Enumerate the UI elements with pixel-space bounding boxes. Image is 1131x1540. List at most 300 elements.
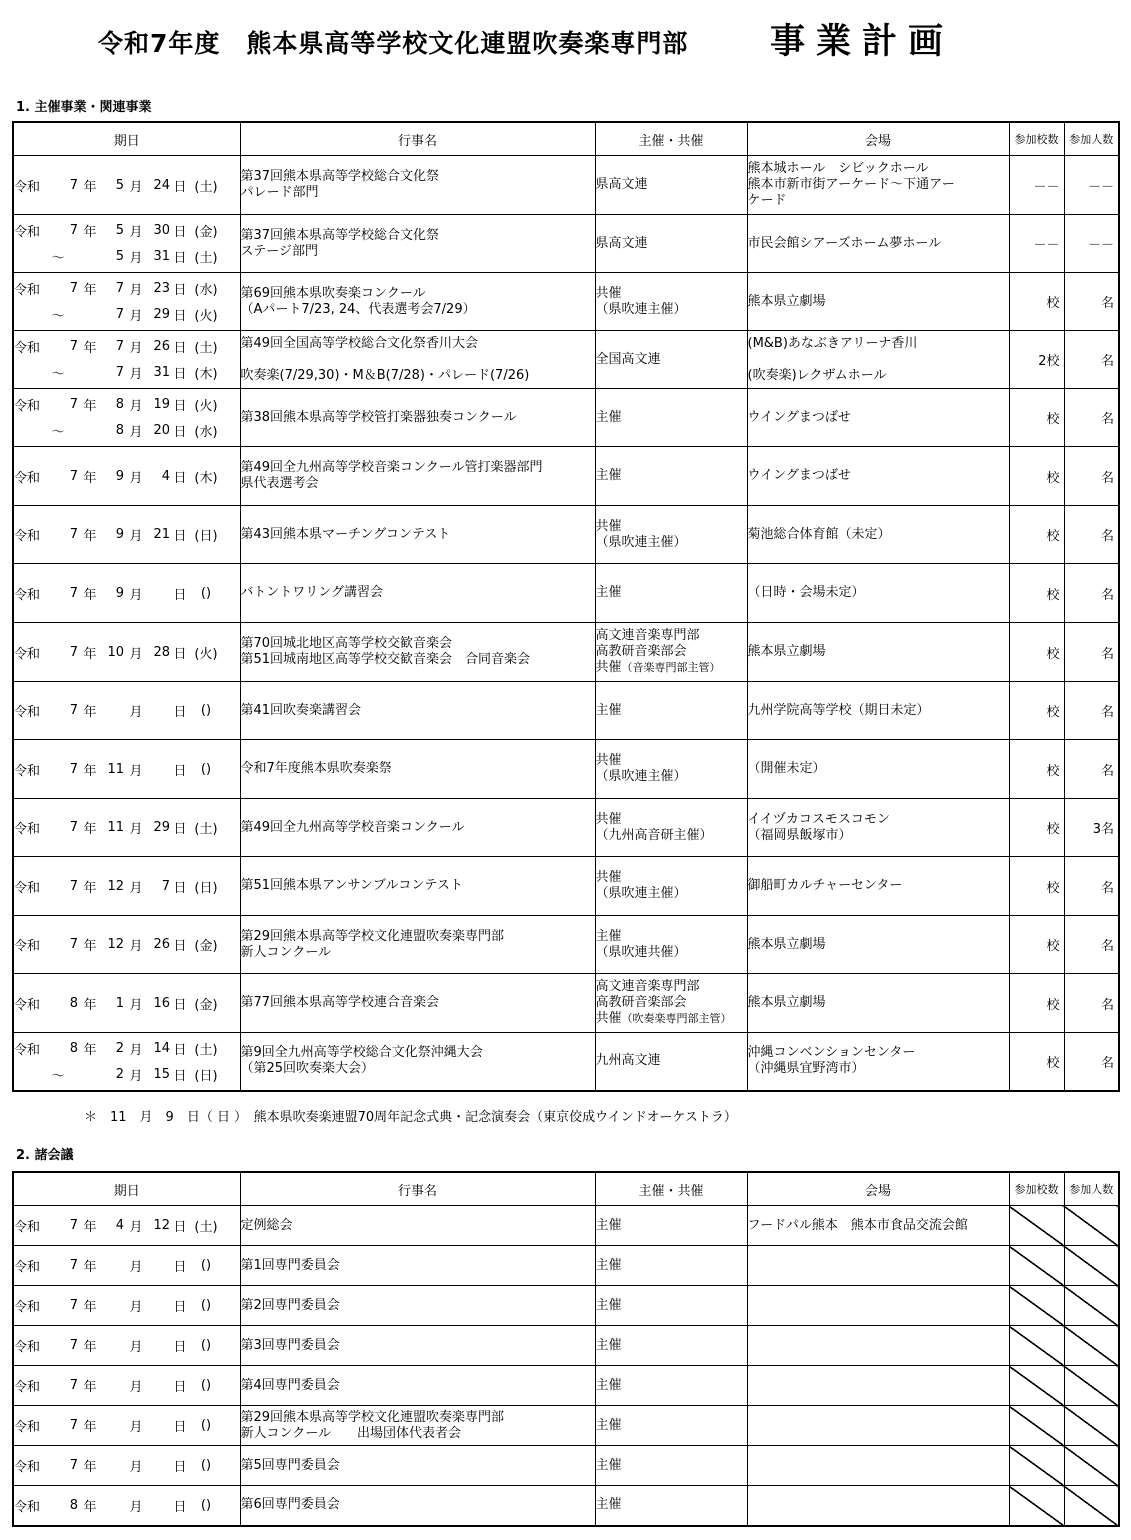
paren-close: ): [212, 880, 218, 896]
date-day-label: 日: [173, 880, 187, 896]
paren-open: (: [194, 1042, 200, 1058]
date-weekday: [190, 1458, 222, 1473]
paren-close: ): [212, 529, 218, 544]
paren-close: ): [206, 1258, 212, 1273]
table-row: [13, 974, 1119, 1033]
paren-open: (: [194, 529, 200, 544]
venue: [747, 1326, 1009, 1366]
event-name: 令和7年度熊本県吹奏楽祭: [240, 740, 595, 799]
date-cell: [13, 1326, 240, 1366]
paren-close: ): [212, 1068, 218, 1084]
date-cell: [13, 799, 240, 857]
event-name: 第49回全九州高等学校音楽コンクール管打楽器部門 県代表選考会: [240, 447, 595, 506]
weekday: 日: [199, 1068, 213, 1084]
venue: ウイングまつばせ: [747, 389, 1009, 447]
paren-close: ): [206, 1418, 212, 1433]
date-weekday: [190, 1216, 222, 1235]
people-count: 名: [1064, 740, 1119, 799]
date-line: [14, 522, 240, 548]
date-weekday: [190, 1065, 222, 1084]
date-era: 令和: [14, 1260, 41, 1275]
date-line: [14, 1333, 240, 1359]
school-count: 校: [1009, 682, 1064, 740]
host-cell: 主催: [595, 1326, 747, 1366]
date-cell: [13, 916, 240, 974]
table-row: [13, 1033, 1119, 1091]
date-year: 7: [69, 1378, 78, 1393]
table-row: [13, 1246, 1119, 1286]
date-month: 9: [115, 527, 124, 542]
venue: ウイングまつばせ: [747, 447, 1009, 506]
date-year: 7: [69, 1458, 78, 1473]
venue: 御船町カルチャーセンター: [747, 857, 1009, 916]
date-era: 令和: [14, 283, 41, 298]
host-text: 高文連音楽専門部 高教研音楽部会 共催: [595, 628, 700, 675]
weekday: 土: [199, 251, 213, 266]
table-row: [13, 1206, 1119, 1246]
date-line: [14, 1061, 240, 1087]
paren-close: ): [206, 761, 212, 777]
date-day-end: 20: [153, 423, 170, 438]
event-name: 第49回全九州高等学校音楽コンクール: [240, 799, 595, 857]
host-cell: 主催: [595, 1206, 747, 1246]
table-row: [13, 1486, 1119, 1526]
paren-close: ): [212, 1220, 218, 1235]
date-range-tilde: ～: [51, 425, 65, 440]
paren-close: ): [212, 646, 218, 662]
date-month-label: 月: [129, 341, 143, 356]
venue: 沖縄コンベンションセンター （沖縄県宜野湾市）: [747, 1033, 1009, 1091]
date-line: [14, 1453, 240, 1479]
weekday: 土: [199, 341, 213, 356]
date-month: 4: [115, 1218, 124, 1233]
venue: 熊本県立劇場: [747, 623, 1009, 682]
event-name: 第6回専門委員会: [240, 1486, 595, 1526]
date-year-label: 年: [83, 341, 97, 356]
date-weekday: [190, 305, 222, 324]
event-name: 第1回専門委員会: [240, 1246, 595, 1286]
table-row: [13, 1406, 1119, 1446]
school-count: 校: [1009, 1033, 1064, 1091]
school-count-na: [1009, 1406, 1064, 1446]
paren-open: (: [194, 997, 200, 1013]
date-month: 9: [115, 585, 124, 601]
paren-close: ): [206, 585, 212, 601]
date-year-label: 年: [83, 470, 97, 486]
date-month: 5: [115, 177, 124, 193]
school-count-na: [1009, 1446, 1064, 1486]
date-year-label: 年: [83, 1042, 97, 1058]
school-count: 校: [1009, 974, 1064, 1033]
paren-open: (: [194, 251, 200, 266]
date-day: 7: [161, 878, 170, 894]
date-weekday: [190, 1039, 222, 1058]
date-day-label: 日: [173, 1499, 187, 1515]
host-text: 共催 （県吹連主催）: [595, 285, 687, 317]
paren-close: ): [212, 367, 218, 382]
footnote: ＊ 11 月 9 日（ 日 ） 熊本県吹奏楽連盟70周年記念式典・記念演奏会（東京佼成ウインドオーケストラ）: [84, 1110, 737, 1125]
date-year: 7: [69, 1218, 78, 1233]
date-line: [14, 1035, 240, 1061]
table-row: [13, 215, 1119, 273]
date-day-label: 日: [173, 1460, 187, 1475]
date-year-label: 年: [83, 705, 97, 720]
date-era: 令和: [14, 179, 41, 195]
table-row: [13, 740, 1119, 799]
people-count: 名: [1064, 273, 1119, 331]
event-name: 第51回熊本県アンサンブルコンテスト: [240, 857, 595, 916]
date-month-label: 月: [129, 1300, 143, 1315]
date-year: 7: [69, 878, 78, 894]
event-name: 第77回熊本県高等学校連合音楽会: [240, 974, 595, 1033]
paren-open: (: [194, 425, 200, 440]
host-text: 主催: [595, 468, 622, 483]
date-day: 12: [153, 1218, 170, 1233]
table-row: [13, 1286, 1119, 1326]
school-count: 校: [1009, 389, 1064, 447]
people-count-na: [1064, 1326, 1119, 1366]
date-era: 令和: [14, 1042, 41, 1058]
people-count: 名: [1064, 682, 1119, 740]
people-count-na: [1064, 1406, 1119, 1446]
host-text: 九州高文連: [595, 1053, 661, 1069]
meetings-table: [12, 1171, 1120, 1527]
venue: 菊池総合体育館（未定）: [747, 506, 1009, 564]
paren-close: ): [212, 939, 218, 954]
people-count-na: [1064, 1206, 1119, 1246]
event-name: 第37回熊本県高等学校総合文化祭 ステージ部門: [240, 215, 595, 273]
school-count-na: [1009, 1286, 1064, 1326]
date-month: 5: [115, 223, 124, 238]
date-era: 令和: [14, 822, 41, 837]
date-month-label: 月: [129, 587, 143, 603]
date-cell: [13, 1246, 240, 1286]
date-year-label: 年: [83, 1460, 97, 1475]
date-weekday: [190, 1338, 222, 1353]
table-row: [13, 799, 1119, 857]
date-day-label: 日: [173, 1380, 187, 1395]
date-month-label: 月: [129, 425, 143, 440]
date-line: [14, 698, 240, 724]
date-year-label: 年: [83, 587, 97, 603]
date-day-end: 29: [153, 307, 170, 322]
date-year: 7: [69, 1418, 78, 1433]
date-month: 11: [107, 820, 124, 835]
people-count: 名: [1064, 857, 1119, 916]
venue: イイヅカコスモスコモン （福岡県飯塚市）: [747, 799, 1009, 857]
weekday: 日: [199, 529, 213, 544]
col-header-host: 主催・共催: [595, 122, 747, 156]
host-cell: [595, 740, 747, 799]
date-year: 7: [69, 339, 78, 354]
date-day-label: 日: [173, 1042, 187, 1058]
date-cell: [13, 273, 240, 331]
people-count: 名: [1064, 623, 1119, 682]
host-text: 主催: [595, 409, 622, 425]
page-title-plan: 事業計画: [770, 22, 955, 62]
paren-open: (: [194, 399, 200, 414]
paren-open: (: [200, 1458, 206, 1473]
weekday: 金: [199, 997, 213, 1013]
people-count-na: [1064, 1286, 1119, 1326]
venue: [747, 1446, 1009, 1486]
weekday: 日: [199, 880, 213, 896]
date-year: 7: [69, 1258, 78, 1273]
date-range-tilde: ～: [51, 309, 65, 324]
weekday: 水: [199, 283, 213, 298]
date-year: 8: [69, 995, 78, 1011]
date-era: 令和: [14, 1499, 41, 1515]
paren-open: (: [194, 1068, 200, 1084]
date-weekday: [190, 1418, 222, 1433]
paren-open: (: [200, 1497, 206, 1513]
date-month-end: 2: [115, 1066, 124, 1082]
paren-open: (: [194, 939, 200, 954]
date-day-label: 日: [173, 997, 187, 1013]
table-header-row: [13, 122, 1119, 156]
event-name: 第4回専門委員会: [240, 1366, 595, 1406]
col-header-venue: 会場: [747, 1172, 1009, 1206]
date-line: [14, 218, 240, 244]
date-year-label: 年: [83, 179, 97, 195]
date-range-tilde: ～: [51, 1068, 65, 1084]
date-weekday: [190, 395, 222, 414]
date-day-label: 日: [173, 1420, 187, 1435]
table-row: [13, 273, 1119, 331]
date-day: 30: [153, 223, 170, 238]
table-row: [13, 682, 1119, 740]
col-header-schools: 参加校数: [1009, 1172, 1064, 1206]
date-weekday: [190, 221, 222, 240]
paren-close: ): [206, 1338, 212, 1353]
table-row: [13, 389, 1119, 447]
col-header-people: 参加人数: [1064, 122, 1119, 156]
people-count: 3名: [1064, 799, 1119, 857]
paren-close: ): [212, 399, 218, 414]
date-line: [14, 756, 240, 782]
date-day-label: 日: [173, 587, 187, 603]
date-day: 16: [153, 995, 170, 1011]
weekday: 火: [199, 309, 213, 324]
date-month-label: 月: [129, 646, 143, 662]
date-month-label: 月: [129, 1260, 143, 1275]
venue: [747, 1246, 1009, 1286]
weekday: 水: [199, 425, 213, 440]
date-month: 10: [107, 644, 124, 660]
date-weekday: [190, 1498, 222, 1513]
date-day-label: 日: [173, 470, 187, 486]
date-month-label: 月: [129, 179, 143, 195]
col-header-venue: 会場: [747, 122, 1009, 156]
date-line: [14, 873, 240, 899]
venue: [747, 1286, 1009, 1326]
school-count: 校: [1009, 564, 1064, 623]
col-header-event: 行事名: [240, 1172, 595, 1206]
host-cell: 主催: [595, 1286, 747, 1326]
date-era: 令和: [14, 1460, 41, 1475]
date-month-label: 月: [129, 1420, 143, 1435]
event-name: 第43回熊本県マーチングコンテスト: [240, 506, 595, 564]
people-count: 名: [1064, 447, 1119, 506]
date-year: 7: [69, 703, 78, 718]
date-era: 令和: [14, 1340, 41, 1355]
col-header-date: 期日: [13, 122, 240, 156]
date-month-label: 月: [129, 1460, 143, 1475]
host-text: 高文連音楽専門部 高教研音楽部会 共催: [595, 979, 700, 1026]
table-row: [13, 1326, 1119, 1366]
weekday: 金: [199, 225, 213, 240]
people-count: 名: [1064, 389, 1119, 447]
event-name: 第37回熊本県高等学校総合文化祭 パレード部門: [240, 156, 595, 215]
date-year-label: 年: [83, 1380, 97, 1395]
venue: フードパル熊本 熊本市食品交流会館: [747, 1206, 1009, 1246]
date-line: [14, 172, 240, 198]
date-day-label: 日: [173, 399, 187, 414]
date-year: 8: [69, 1040, 78, 1056]
venue: 九州学院高等学校（期日未定）: [747, 682, 1009, 740]
host-cell: [595, 623, 747, 682]
date-month-label: 月: [129, 283, 143, 298]
date-era: 令和: [14, 763, 41, 779]
paren-close: ): [212, 251, 218, 266]
table-row: [13, 156, 1119, 215]
paren-close: ): [212, 822, 218, 837]
school-count: －－: [1009, 215, 1064, 273]
paren-open: (: [194, 822, 200, 837]
col-header-schools: 参加校数: [1009, 122, 1064, 156]
event-name: 第9回全九州高等学校総合文化祭沖縄大会 （第25回吹奏楽大会）: [240, 1033, 595, 1091]
paren-open: (: [200, 1378, 206, 1393]
date-range-tilde: ～: [51, 367, 65, 382]
date-day-label: 日: [173, 251, 187, 266]
date-day-label: 日: [173, 763, 187, 779]
paren-open: (: [200, 1418, 206, 1433]
table-row: [13, 916, 1119, 974]
school-count-na: [1009, 1366, 1064, 1406]
date-year-label: 年: [83, 646, 97, 662]
date-month: 11: [107, 761, 124, 777]
page-header: [0, 14, 1131, 60]
event-name: 第29回熊本県高等学校文化連盟吹奏楽専門部 新人コンクール: [240, 916, 595, 974]
date-weekday: [190, 877, 222, 896]
date-day-label: 日: [173, 1260, 187, 1275]
host-cell: [595, 215, 747, 273]
people-count: 名: [1064, 916, 1119, 974]
date-weekday: [190, 994, 222, 1013]
date-year-label: 年: [83, 763, 97, 779]
weekday: 木: [199, 367, 213, 382]
date-month-label: 月: [129, 399, 143, 414]
event-name: 第38回熊本県高等学校管打楽器独奏コンクール: [240, 389, 595, 447]
paren-open: (: [194, 880, 200, 896]
date-cell: [13, 740, 240, 799]
date-era: 令和: [14, 399, 41, 414]
date-line: [14, 418, 240, 444]
paren-open: (: [194, 1220, 200, 1235]
date-cell: [13, 1406, 240, 1446]
date-weekday: [190, 525, 222, 544]
paren-close: ): [206, 1298, 212, 1313]
school-count: 2校: [1009, 331, 1064, 389]
host-cell: [595, 682, 747, 740]
date-month-label: 月: [129, 1340, 143, 1355]
date-day-label: 日: [173, 705, 187, 720]
date-cell: [13, 389, 240, 447]
people-count-na: [1064, 1366, 1119, 1406]
venue: (M&B)あなぶきアリーナ香川 (吹奏楽)レクザムホール: [747, 331, 1009, 389]
col-header-date: 期日: [13, 1172, 240, 1206]
date-weekday: [190, 363, 222, 382]
date-cell: [13, 564, 240, 623]
date-day-label: 日: [173, 367, 187, 382]
paren-open: (: [194, 367, 200, 382]
date-day: 24: [153, 177, 170, 193]
event-name: 第70回城北地区高等学校交歓音楽会 第51回城南地区高等学校交歓音楽会 合同音楽会: [240, 623, 595, 682]
host-note: （吹奏楽専門部主管）: [621, 1012, 732, 1025]
date-day: 23: [153, 281, 170, 296]
school-count: 校: [1009, 916, 1064, 974]
table-row: [13, 564, 1119, 623]
date-weekday: [190, 703, 222, 718]
people-count: 名: [1064, 506, 1119, 564]
date-year-label: 年: [83, 1499, 97, 1515]
date-day: 28: [153, 644, 170, 660]
date-cell: [13, 1286, 240, 1326]
people-count: 名: [1064, 331, 1119, 389]
school-count: 校: [1009, 447, 1064, 506]
col-header-people: 参加人数: [1064, 1172, 1119, 1206]
host-text: 共催 （県吹連主催）: [595, 753, 687, 784]
date-era: 令和: [14, 225, 41, 240]
host-text: 共催 （県吹連主催）: [595, 518, 687, 550]
date-line: [14, 639, 240, 665]
date-month-label: 月: [129, 470, 143, 486]
date-cell: [13, 215, 240, 273]
venue: 熊本県立劇場: [747, 273, 1009, 331]
date-year: 7: [69, 1338, 78, 1353]
date-day-label: 日: [173, 225, 187, 240]
paren-close: ): [212, 309, 218, 324]
venue: （日時・会場未定）: [747, 564, 1009, 623]
paren-close: ): [212, 997, 218, 1013]
venue: [747, 1486, 1009, 1526]
date-year: 7: [69, 937, 78, 952]
people-count: 名: [1064, 974, 1119, 1033]
event-name: 第2回専門委員会: [240, 1286, 595, 1326]
date-day-end: 15: [153, 1066, 170, 1082]
date-line: [14, 580, 240, 606]
paren-close: ): [212, 341, 218, 356]
date-month-label: 月: [129, 880, 143, 896]
venue: 熊本県立劇場: [747, 974, 1009, 1033]
date-year: 7: [69, 761, 78, 777]
table-row: [13, 331, 1119, 389]
date-line: [14, 1293, 240, 1319]
date-day-label: 日: [173, 425, 187, 440]
paren-close: ): [206, 1497, 212, 1513]
date-line: [14, 1413, 240, 1439]
date-year: 7: [69, 397, 78, 412]
table-row: [13, 857, 1119, 916]
date-month: 2: [115, 1040, 124, 1056]
host-text: 共催 （県吹連主催）: [595, 870, 687, 901]
date-day-label: 日: [173, 1068, 187, 1084]
date-month-label: 月: [129, 367, 143, 382]
date-month: 8: [115, 397, 124, 412]
paren-close: ): [206, 1378, 212, 1393]
date-year: 7: [69, 281, 78, 296]
table-header-row: [13, 1172, 1119, 1206]
